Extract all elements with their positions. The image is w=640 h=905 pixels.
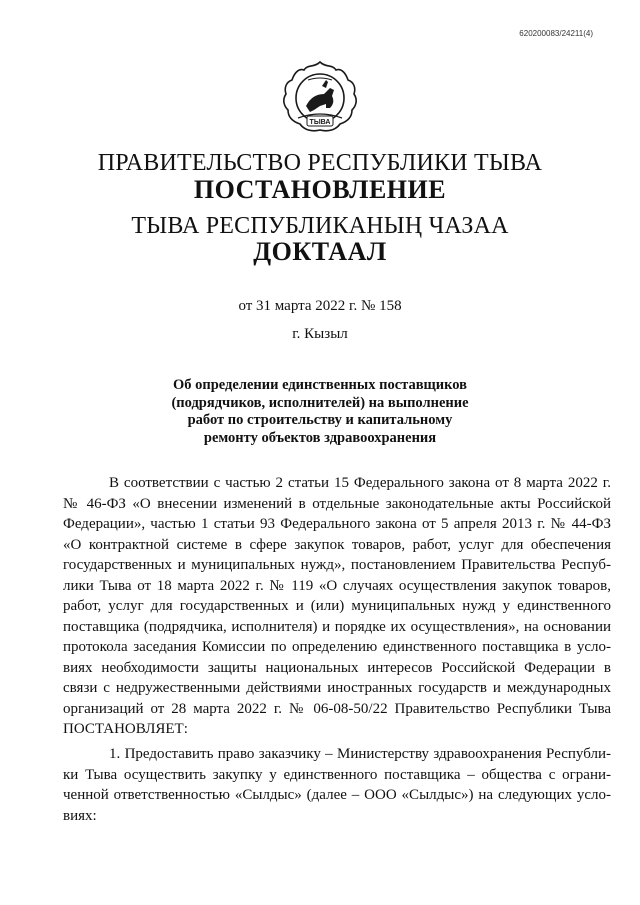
text-line: № 46-ФЗ «О внесении изменений в отдельные законодательные акты Российской xyxy=(63,495,611,512)
preamble-paragraph xyxy=(63,473,611,740)
svg-text:ТЫВА: ТЫВА xyxy=(309,119,331,126)
text-line: В соответствии с частью 2 статьи 15 Федерального закона от 8 марта 2022 г. xyxy=(109,475,611,491)
title-line: работ по строительству и капитальному xyxy=(187,412,453,428)
text-line: связи с недружественными действиями иностранных государств и международных xyxy=(63,680,611,696)
government-name-tyva: ТЫВА РЕСПУБЛИКАНЫҢ ЧАЗАА xyxy=(131,213,509,239)
text-line: «О контрактной системе в сфере закупок товаров, работ, услуг для обеспечения xyxy=(63,536,611,553)
document-date-number: от 31 марта 2022 г. № 158 xyxy=(238,298,402,314)
text-line: организаций от 28 марта 2022 г. № 06-08-50/22 Правительство Республики Тыва xyxy=(63,700,611,717)
text-line: Федерации», частью 1 статьи 93 Федерального закона от 5 апреля 2013 г. № 44-ФЗ xyxy=(63,516,611,532)
text-line: ченной ответственностью «Сылдыс» (далее – ООО «Сылдыс») на следующих усло- xyxy=(63,787,611,803)
document-type-tyva: ДОКТААЛ xyxy=(253,237,387,266)
clause-1-paragraph xyxy=(63,744,611,826)
text-line: ПОСТАНОВЛЯЕТ: xyxy=(63,721,188,737)
document-number: 620200083/24211(4) xyxy=(519,29,593,38)
document-city: г. Кызыл xyxy=(292,326,348,342)
text-line: виях необходимости защиты национальных интересов Российской Федерации в xyxy=(63,659,611,676)
government-name-ru: ПРАВИТЕЛЬСТВО РЕСПУБЛИКИ ТЫВА xyxy=(97,150,543,176)
text-line: работ, услуг для государственных и (или) муниципальных нужд у единственного xyxy=(63,598,611,614)
text-line: виях: xyxy=(63,807,97,824)
title-line: Об определении единственных поставщиков xyxy=(172,377,467,393)
text-line: протокола заседания Комиссии по определению единственного поставщика в усло- xyxy=(63,639,611,655)
document-title xyxy=(0,377,640,447)
text-line: поставщика (подрядчика, исполнителя) и порядке их осуществления», на основании xyxy=(63,618,611,635)
tyva-emblem-icon xyxy=(280,58,360,138)
title-line: ремонту объектов здравоохранения xyxy=(203,429,437,446)
text-line: 1. Предоставить право заказчику – Министерству здравоохранения Республи- xyxy=(109,746,611,762)
text-line: ки Тыва осуществить закупку у единственного поставщика – общества с ограни- xyxy=(63,766,611,783)
text-line: государственных и муниципальных нужд», постановлением Правительства Респуб- xyxy=(63,557,611,573)
document-type-ru: ПОСТАНОВЛЕНИЕ xyxy=(193,175,447,204)
text-line: лики Тыва от 18 марта 2022 г. № 119 «О случаях осуществления закупок товаров, xyxy=(63,577,611,594)
title-line: (подрядчиков, исполнителей) на выполнение xyxy=(171,394,469,411)
